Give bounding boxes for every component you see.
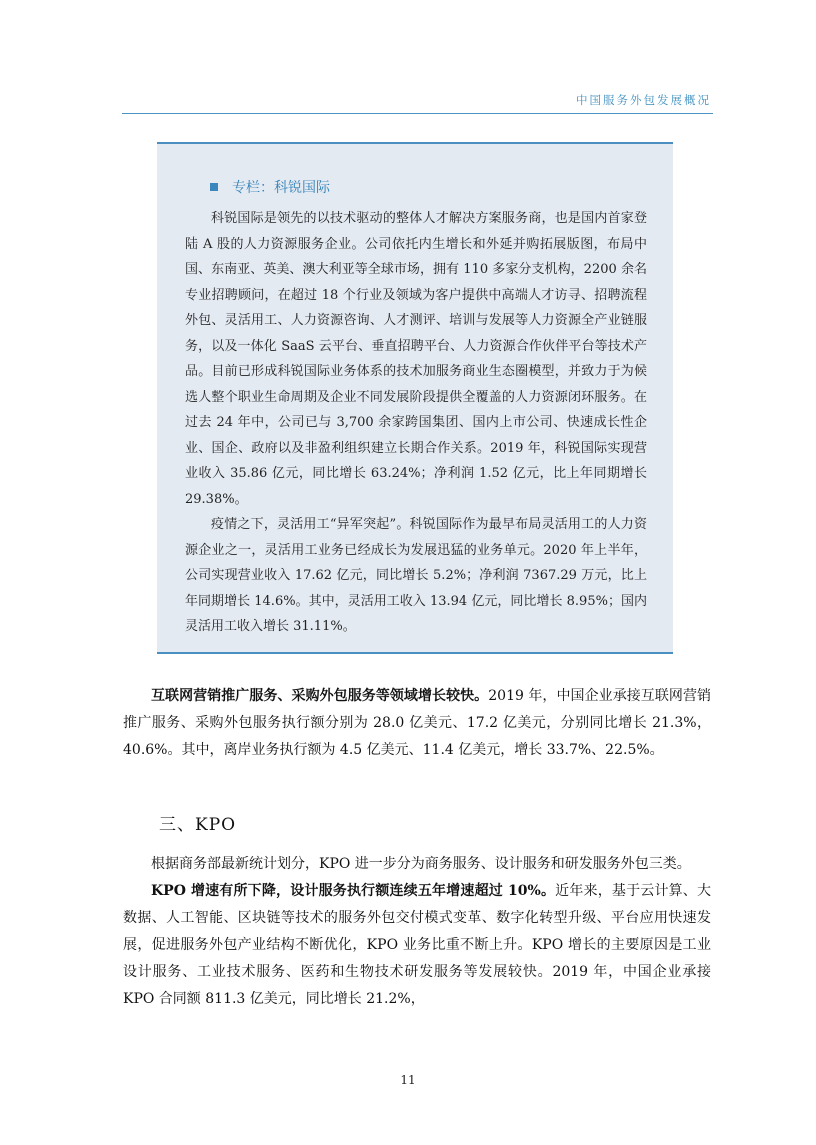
page-number: 11: [400, 1073, 416, 1087]
feature-column-box: [157, 142, 673, 654]
section-heading: 三、KPO: [159, 815, 237, 835]
square-bullet-icon: [210, 183, 218, 191]
body-paragraph: [123, 878, 711, 1013]
body-paragraph: 根据商务部最新统计划分，KPO 进一步分为商务服务、设计服务和研发服务外包三类。: [151, 856, 691, 872]
paragraph-text: 2019 年，中国企业承接互联网营销推广服务、采购外包服务执行额分别为 28.0 亿美元、17.2 亿美元，分别同比增长 21.3%，40.6%。其中，离岸业务执行额为 4.5 亿美元、11.4 亿美元，增长 33.7%、22.5%。: [123, 688, 711, 758]
running-header: 中国服务外包发展概况: [576, 93, 711, 107]
paragraph-text: 近年来，基于云计算、大数据、人工智能、区块链等技术的服务外包交付模式变革、数字化转型升级、平台应用快速发展，促进服务外包产业结构不断优化，KPO 业务比重不断上升。KPO 增长的主要原因是工业设计服务、工业技术服务、医药和生物技术研发服务等发展较快。2019 年，中国企业承接 KPO 合同额 811.3 亿美元，同比增长 21.2%，: [123, 883, 711, 1007]
paragraph-lead: KPO 增速有所下降，设计服务执行额连续五年增速超过 10%。: [151, 883, 556, 899]
body-paragraph: [123, 683, 711, 764]
column-title: [210, 177, 330, 197]
column-title-text: 专栏：科锐国际: [232, 180, 330, 196]
column-paragraph: 科锐国际是领先的以技术驱动的整体人才解决方案服务商，也是国内首家登陆 A 股的人力资源服务企业。公司依托内生增长和外延并购拓展版图，布局中国、东南亚、英美、澳大利亚等全球市场，拥有 110 多家分支机构，2200 余名专业招聘顾问，在超过 18 个行业及领域为客户提供中高端人才访寻、招聘流程外包、灵活用工、人力资源咨询、人才测评、培训与发展等人力资源全产业链服务，以及一体化 SaaS 云平台、垂直招聘平台、人力资源合作伙伴平台等技术产品。目前已形成科锐国际业务体系的技术加服务商业生态圈模型，并致力于为候选人整个职业生命周期及企业不同发展阶段提供全覆盖的人力资源闭环服务。在过去 24 年中，公司已与 3,700 余家跨国集团、国内上市公司、快速成长性企业、国企、政府以及非盈利组织建立长期合作关系。2019 年，科锐国际实现营业收入 35.86 亿元，同比增长 63.24%；净利润 1.52 亿元，比上年同期增长 29.38%。: [185, 211, 647, 507]
body-section-2: [123, 851, 711, 1013]
paragraph-lead: 互联网营销推广服务、采购外包服务等领域增长较快。: [151, 688, 489, 704]
column-paragraph: 疫情之下，灵活用工“异军突起”。科锐国际作为最早布局灵活用工的人力资源企业之一，灵活用工业务已经成长为发展迅猛的业务单元。2020 年上半年，公司实现营业收入 17.62 亿元，同比增长 5.2%；净利润 7367.29 万元，比上年同期增长 14.6%。其中，灵活用工收入 13.94 亿元，同比增长 8.95%；国内灵活用工收入增长 31.11%。: [185, 517, 647, 634]
column-body: [185, 206, 647, 640]
body-section-1: [123, 683, 711, 764]
header-divider: [122, 113, 713, 114]
